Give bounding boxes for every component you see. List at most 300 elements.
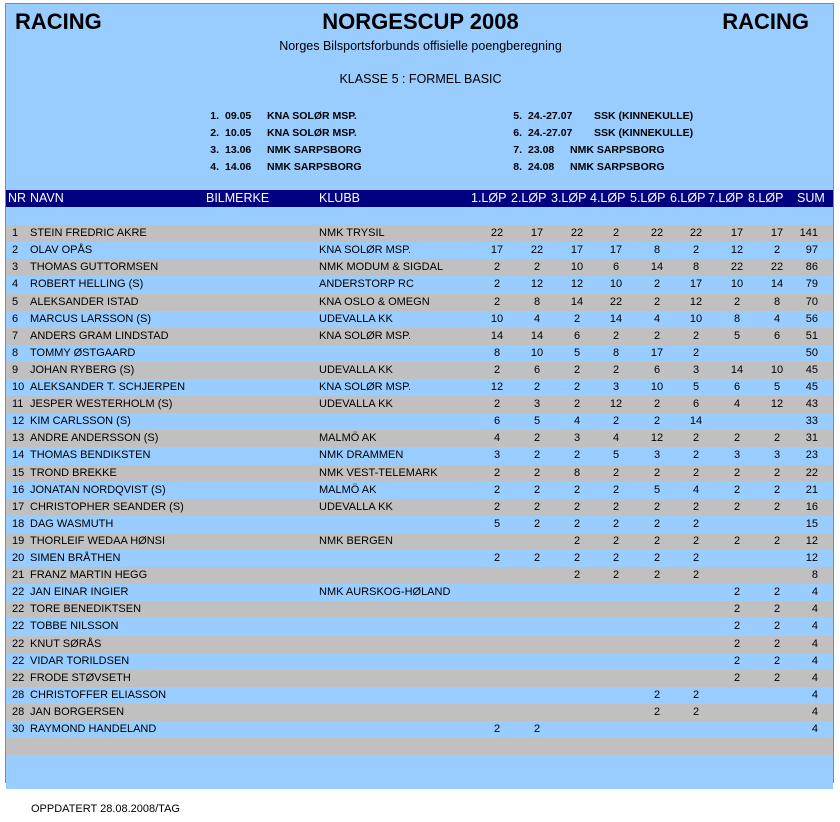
- cell-nr: 3: [12, 261, 19, 274]
- cell-lop4: 2: [612, 329, 620, 342]
- cell-lop8: 3: [773, 449, 781, 462]
- col-klubb: KLUBB: [319, 191, 360, 205]
- cell-sum: 45: [805, 381, 818, 393]
- col-lop7: 7.LØP: [708, 191, 744, 205]
- header-left-label: RACING: [15, 9, 102, 34]
- race-item: 5. 24.-27.07 SSK (KINNEKULLE): [513, 110, 694, 122]
- cell-lop5: 22: [650, 227, 664, 240]
- cell-lop6: 2: [692, 329, 700, 342]
- cell-lop8: 2: [773, 620, 781, 633]
- cell-lop5: 2: [653, 569, 661, 582]
- cell-lop5: 2: [653, 295, 661, 308]
- cell-lop6: 2: [692, 449, 700, 462]
- cell-klubb: NMK DRAMMEN: [319, 449, 404, 462]
- cell-lop5: 2: [653, 688, 661, 701]
- cell-lop6: 10: [689, 312, 703, 325]
- table-row: [6, 567, 833, 584]
- cell-klubb: KNA OSLO & OMEGN: [319, 295, 430, 308]
- cell-lop3: 2: [573, 483, 581, 496]
- cell-lop6: 4: [692, 483, 700, 496]
- cell-lop4: 17: [609, 244, 623, 257]
- cell-navn: ANDERS GRAM LINDSTAD: [30, 329, 169, 342]
- cell-nr: 16: [12, 483, 25, 496]
- table-row: [6, 413, 833, 430]
- cell-lop4: 2: [612, 569, 620, 582]
- cell-lop6: 2: [692, 466, 700, 479]
- cell-lop7: 4: [733, 398, 741, 411]
- cell-lop3: 2: [573, 449, 581, 462]
- cell-klubb: NMK AURSKOG-HØLAND: [319, 586, 451, 599]
- cell-nr: 22: [12, 637, 25, 650]
- cell-navn: ALEKSANDER ISTAD: [30, 295, 139, 308]
- cell-lop2: 12: [530, 278, 544, 291]
- cell-lop5: 5: [653, 483, 661, 496]
- cell-lop7: 22: [730, 261, 744, 274]
- cell-nr: 6: [12, 312, 19, 325]
- cell-lop1: 12: [490, 381, 504, 393]
- spacer-row: [6, 208, 833, 225]
- cell-lop1: 4: [493, 432, 501, 445]
- race-item: 1. 09.05 KNA SOLØR MSP.: [210, 110, 357, 122]
- cell-lop5: 2: [653, 500, 661, 513]
- table-row: [6, 584, 833, 601]
- cell-lop4: 2: [612, 466, 620, 479]
- cell-lop1: 2: [493, 363, 501, 376]
- cell-lop4: 2: [612, 517, 620, 530]
- cell-lop3: 17: [570, 244, 584, 257]
- cell-lop1: 2: [493, 500, 501, 513]
- table-row: [6, 379, 833, 396]
- cell-lop8: 5: [773, 381, 781, 393]
- cell-nr: 15: [12, 466, 25, 479]
- cell-lop1: 2: [493, 278, 501, 291]
- cell-lop6: 2: [692, 517, 700, 530]
- cell-navn: MARCUS LARSSON (S): [30, 312, 152, 325]
- race-item: 4. 14.06 NMK SARPSBORG: [210, 161, 362, 173]
- cell-nr: 7: [12, 329, 19, 342]
- col-nr: NR: [8, 191, 27, 205]
- cell-lop1: 3: [493, 449, 501, 462]
- cell-nr: 22: [12, 586, 25, 599]
- cell-lop3: 4: [573, 415, 581, 428]
- cell-lop4: 8: [612, 346, 620, 359]
- col-lop8: 8.LØP: [748, 191, 784, 205]
- cell-lop3: 2: [573, 534, 581, 547]
- table-row: [6, 276, 833, 293]
- cell-sum: 16: [805, 500, 818, 513]
- cell-nr: 22: [12, 620, 25, 633]
- cell-lop5: 12: [650, 432, 664, 445]
- cell-lop5: 6: [653, 363, 661, 376]
- cell-lop3: 2: [573, 398, 581, 411]
- cell-lop1: 2: [493, 483, 501, 496]
- cell-lop7: 2: [733, 534, 741, 547]
- cell-navn: THOMAS GUTTORMSEN: [30, 261, 159, 274]
- cell-lop3: 22: [570, 227, 584, 240]
- cell-klubb: NMK MODUM & SIGDAL: [319, 261, 444, 274]
- cell-lop6: 22: [689, 227, 703, 240]
- cell-navn: FRANZ MARTIN HEGG: [30, 569, 148, 582]
- cell-lop7: 17: [730, 227, 744, 240]
- table-row: [6, 259, 833, 276]
- cell-navn: THOMAS BENDIKSTEN: [30, 449, 151, 462]
- cell-nr: 9: [12, 363, 19, 376]
- cell-sum: 21: [805, 483, 818, 496]
- cell-navn: TROND BREKKE: [30, 466, 117, 479]
- cell-lop4: 5: [612, 449, 620, 462]
- cell-nr: 4: [12, 278, 19, 291]
- cell-klubb: UDEVALLA KK: [319, 398, 393, 411]
- cell-lop8: 6: [773, 329, 781, 342]
- cell-nr: 19: [12, 534, 25, 547]
- cell-nr: 28: [12, 705, 25, 718]
- cell-lop4: 14: [609, 312, 623, 325]
- cell-lop5: 8: [653, 244, 661, 257]
- cell-lop6: 8: [692, 261, 700, 274]
- cell-lop3: 8: [573, 466, 581, 479]
- cell-lop7: 2: [733, 295, 741, 308]
- cell-lop6: 2: [692, 688, 700, 701]
- cell-lop5: 2: [653, 552, 661, 564]
- cell-sum: 12: [805, 552, 818, 564]
- table-row: [6, 430, 833, 447]
- cell-sum: 33: [805, 415, 818, 428]
- cell-nr: 13: [12, 432, 25, 445]
- table-row: [6, 328, 833, 345]
- results-sheet: [5, 3, 834, 783]
- cell-nr: 17: [12, 500, 25, 513]
- cell-sum: 4: [811, 586, 818, 599]
- cell-nr: 20: [12, 552, 25, 564]
- table-row: [6, 687, 833, 704]
- table-header: [6, 190, 833, 207]
- cell-lop2: 6: [533, 363, 541, 376]
- cell-lop2: 2: [533, 517, 541, 530]
- cell-lop6: 6: [692, 398, 700, 411]
- cell-lop5: 10: [650, 381, 664, 393]
- page-title: NORGESCUP 2008: [322, 9, 519, 34]
- cell-lop8: 2: [773, 603, 781, 616]
- spacer-row: [6, 772, 833, 789]
- cell-lop2: 3: [533, 398, 541, 411]
- cell-sum: 50: [805, 346, 818, 359]
- cell-lop2: 2: [533, 552, 541, 564]
- cell-lop6: 2: [692, 500, 700, 513]
- spacer-row: [6, 738, 833, 755]
- cell-lop4: 2: [612, 483, 620, 496]
- table-row: [6, 362, 833, 379]
- cell-lop1: 2: [493, 398, 501, 411]
- cell-lop3: 12: [570, 278, 584, 291]
- cell-lop2: 2: [533, 261, 541, 274]
- cell-lop1: 2: [493, 261, 501, 274]
- table-row: [6, 533, 833, 550]
- cell-sum: 4: [811, 637, 818, 650]
- cell-lop6: 17: [689, 278, 703, 291]
- cell-lop1: 10: [490, 312, 504, 325]
- cell-nr: 22: [12, 671, 25, 684]
- cell-lop5: 2: [653, 466, 661, 479]
- cell-lop4: 2: [612, 227, 620, 240]
- cell-lop8: 14: [770, 278, 784, 291]
- cell-klubb: UDEVALLA KK: [319, 500, 393, 513]
- cell-lop8: 2: [773, 534, 781, 547]
- cell-sum: 8: [811, 569, 818, 582]
- cell-lop7: 2: [733, 654, 741, 667]
- table-row: [6, 601, 833, 618]
- cell-sum: 22: [805, 466, 818, 479]
- cell-lop6: 5: [692, 381, 700, 393]
- cell-lop5: 2: [653, 705, 661, 718]
- cell-lop3: 3: [573, 432, 581, 445]
- cell-nr: 11: [12, 398, 24, 411]
- race-item: 8. 24.08 NMK SARPSBORG: [513, 161, 665, 173]
- col-lop5: 5.LØP: [630, 191, 666, 205]
- cell-lop1: 2: [493, 723, 501, 735]
- cell-lop7: 2: [733, 671, 741, 684]
- cell-lop2: 4: [533, 312, 541, 325]
- cell-lop4: 22: [609, 295, 623, 308]
- cell-nr: 5: [12, 295, 19, 308]
- cell-navn: TOBBE NILSSON: [30, 620, 119, 633]
- cell-lop6: 2: [692, 534, 700, 547]
- cell-lop1: 2: [493, 552, 501, 564]
- cell-navn: JOHAN RYBERG (S): [30, 363, 135, 376]
- table-row: [6, 636, 833, 653]
- class-label: KLASSE 5 : FORMEL BASIC: [339, 72, 502, 86]
- cell-lop7: 8: [733, 312, 741, 325]
- cell-klubb: KNA SOLØR MSP.: [319, 381, 412, 393]
- cell-lop6: 2: [692, 552, 700, 564]
- cell-navn: THORLEIF WEDAA HØNSI: [30, 534, 166, 547]
- table-row: [6, 499, 833, 516]
- cell-sum: 51: [805, 329, 818, 342]
- cell-lop8: 8: [773, 295, 781, 308]
- col-sum: SUM: [797, 191, 825, 205]
- cell-lop7: 2: [733, 637, 741, 650]
- cell-lop8: 22: [770, 261, 784, 274]
- cell-lop7: 12: [730, 244, 744, 257]
- cell-lop6: 2: [692, 569, 700, 582]
- cell-lop1: 2: [493, 295, 501, 308]
- table-row: [6, 653, 833, 670]
- col-bilmerke: BILMERKE: [206, 191, 270, 205]
- cell-lop8: 2: [773, 466, 781, 479]
- cell-lop8: 10: [770, 363, 784, 376]
- cell-lop8: 2: [773, 483, 781, 496]
- table-row: [6, 482, 833, 499]
- cell-navn: OLAV OPÅS: [30, 244, 93, 257]
- cell-lop4: 2: [612, 415, 620, 428]
- cell-lop4: 12: [609, 398, 623, 411]
- cell-lop7: 10: [730, 278, 744, 291]
- table-row: [6, 618, 833, 635]
- cell-lop1: 2: [493, 466, 501, 479]
- cell-nr: 12: [12, 415, 25, 428]
- cell-navn: FRODE STØVSETH: [30, 671, 131, 684]
- cell-lop8: 2: [773, 637, 781, 650]
- table-row: [6, 311, 833, 328]
- cell-lop6: 2: [692, 705, 700, 718]
- page-subtitle: Norges Bilsportsforbunds offisielle poengberegning: [279, 39, 562, 53]
- cell-lop1: 17: [490, 244, 504, 257]
- cell-navn: VIDAR TORILDSEN: [30, 654, 130, 667]
- cell-lop8: 2: [773, 500, 781, 513]
- table-row: [6, 550, 833, 567]
- cell-lop7: 2: [733, 620, 741, 633]
- cell-navn: KNUT SØRÅS: [30, 637, 102, 650]
- table-row: [6, 396, 833, 413]
- table-row: [6, 294, 833, 311]
- cell-lop2: 5: [533, 415, 541, 428]
- cell-lop3: 6: [573, 329, 581, 342]
- table-row: [6, 345, 833, 362]
- cell-navn: JAN EINAR INGIER: [30, 586, 129, 599]
- cell-sum: 4: [811, 705, 818, 718]
- cell-lop2: 10: [530, 346, 544, 359]
- cell-lop4: 10: [609, 278, 623, 291]
- col-lop3: 3.LØP: [551, 191, 587, 205]
- cell-lop2: 17: [530, 227, 544, 240]
- cell-navn: RAYMOND HANDELAND: [30, 723, 157, 735]
- cell-lop7: 2: [733, 603, 741, 616]
- cell-sum: 4: [811, 671, 818, 684]
- cell-lop7: 2: [733, 432, 741, 445]
- cell-nr: 8: [12, 346, 19, 359]
- cell-lop5: 2: [653, 415, 661, 428]
- spacer-row: [6, 755, 833, 772]
- table-row: [6, 225, 833, 242]
- table-row: [6, 465, 833, 482]
- cell-klubb: KNA SOLØR MSP.: [319, 244, 412, 257]
- cell-lop5: 14: [650, 261, 664, 274]
- cell-lop7: 5: [733, 329, 741, 342]
- cell-lop4: 2: [612, 534, 620, 547]
- cell-lop3: 10: [570, 261, 584, 274]
- cell-lop8: 12: [770, 398, 784, 411]
- cell-nr: 2: [12, 244, 19, 257]
- cell-lop6: 3: [692, 363, 700, 376]
- cell-lop2: 2: [533, 500, 541, 513]
- cell-sum: 56: [805, 312, 818, 325]
- cell-klubb: KNA SOLØR MSP.: [319, 329, 412, 342]
- table-row: [6, 704, 833, 721]
- cell-navn: JONATAN NORDQVIST (S): [30, 483, 166, 496]
- cell-nr: 1: [12, 227, 19, 240]
- cell-lop8: 2: [773, 244, 781, 257]
- cell-sum: 31: [805, 432, 818, 445]
- cell-lop2: 2: [533, 449, 541, 462]
- cell-sum: 86: [805, 261, 818, 274]
- cell-navn: JESPER WESTERHOLM (S): [30, 398, 173, 411]
- cell-lop2: 2: [533, 723, 541, 735]
- cell-klubb: MALMÖ AK: [319, 483, 377, 496]
- cell-navn: JAN BORGERSEN: [30, 705, 125, 718]
- cell-klubb: NMK VEST-TELEMARK: [319, 466, 438, 479]
- cell-lop1: 22: [490, 227, 504, 240]
- cell-sum: 79: [805, 278, 818, 291]
- cell-lop4: 2: [612, 500, 620, 513]
- cell-lop7: 6: [733, 381, 741, 393]
- cell-nr: 18: [12, 517, 25, 530]
- cell-lop3: 2: [573, 500, 581, 513]
- cell-lop3: 2: [573, 312, 581, 325]
- cell-lop5: 2: [653, 329, 661, 342]
- cell-lop8: 4: [773, 312, 781, 325]
- cell-navn: ALEKSANDER T. SCHJERPEN: [30, 381, 186, 393]
- col-navn: NAVN: [30, 191, 64, 205]
- race-item: 3. 13.06 NMK SARPSBORG: [210, 144, 362, 156]
- cell-sum: 97: [805, 244, 818, 257]
- cell-klubb: UDEVALLA KK: [319, 312, 393, 325]
- cell-sum: 4: [811, 603, 818, 616]
- col-lop4: 4.LØP: [590, 191, 626, 205]
- cell-lop7: 2: [733, 466, 741, 479]
- table-row: [6, 721, 833, 738]
- cell-lop2: 22: [530, 244, 544, 257]
- col-lop1: 1.LØP: [471, 191, 507, 205]
- cell-lop5: 2: [653, 278, 661, 291]
- cell-klubb: UDEVALLA KK: [319, 363, 393, 376]
- cell-sum: 70: [805, 295, 818, 308]
- cell-lop5: 3: [653, 449, 661, 462]
- cell-lop2: 2: [533, 466, 541, 479]
- cell-lop6: 14: [689, 415, 703, 428]
- cell-nr: 10: [12, 381, 25, 393]
- cell-lop3: 2: [573, 569, 581, 582]
- table-row: [6, 447, 833, 464]
- cell-lop2: 2: [533, 483, 541, 496]
- cell-sum: 43: [805, 398, 818, 411]
- col-lop2: 2.LØP: [511, 191, 547, 205]
- cell-lop3: 5: [573, 346, 581, 359]
- cell-lop5: 4: [653, 312, 661, 325]
- cell-lop2: 14: [530, 329, 544, 342]
- cell-lop4: 6: [612, 261, 620, 274]
- table-row: [6, 242, 833, 259]
- cell-lop3: 2: [573, 363, 581, 376]
- race-item: 6. 24.-27.07 SSK (KINNEKULLE): [513, 127, 694, 139]
- col-lop6: 6.LØP: [670, 191, 706, 205]
- updated-note: OPPDATERT 28.08.2008/TAG: [31, 803, 180, 815]
- cell-navn: ANDRE ANDERSSON (S): [30, 432, 159, 445]
- cell-navn: TORE BENEDIKTSEN: [30, 603, 142, 616]
- race-item: 7. 23.08 NMK SARPSBORG: [513, 144, 665, 156]
- cell-lop8: 2: [773, 586, 781, 599]
- cell-lop2: 8: [533, 295, 541, 308]
- cell-lop5: 2: [653, 398, 661, 411]
- cell-lop4: 4: [612, 432, 620, 445]
- cell-lop4: 2: [612, 363, 620, 376]
- cell-lop7: 3: [733, 449, 741, 462]
- cell-navn: DAG WASMUTH: [30, 517, 114, 530]
- cell-sum: 4: [811, 620, 818, 633]
- cell-lop6: 2: [692, 346, 700, 359]
- cell-lop4: 3: [612, 381, 620, 393]
- cell-sum: 12: [805, 534, 818, 547]
- cell-lop8: 2: [773, 671, 781, 684]
- cell-lop1: 8: [493, 346, 501, 359]
- cell-sum: 4: [811, 723, 818, 735]
- cell-klubb: ANDERSTORP RC: [319, 278, 414, 291]
- cell-nr: 22: [12, 603, 25, 616]
- cell-lop5: 2: [653, 517, 661, 530]
- cell-lop1: 6: [493, 415, 501, 428]
- cell-klubb: NMK TRYSIL: [319, 227, 385, 240]
- cell-navn: SIMEN BRÅTHEN: [30, 552, 121, 564]
- cell-lop3: 2: [573, 517, 581, 530]
- cell-lop8: 2: [773, 432, 781, 445]
